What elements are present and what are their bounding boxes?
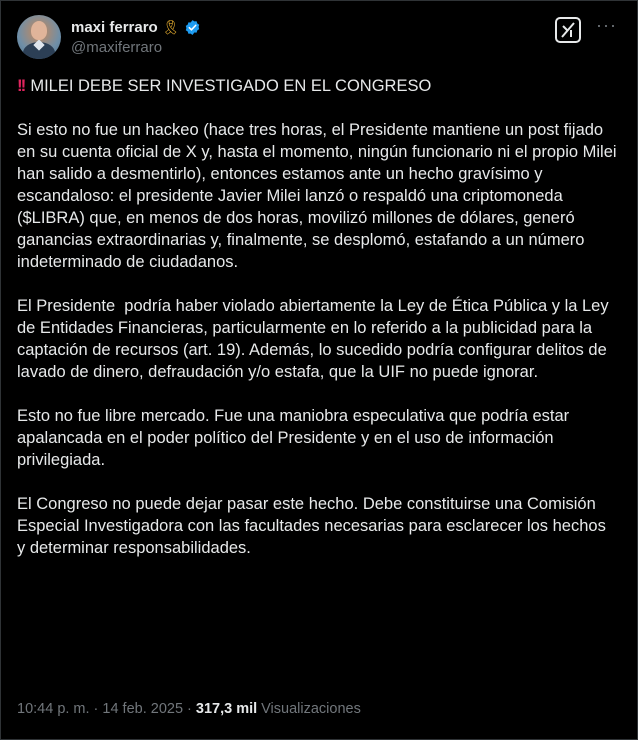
post-paragraph: El Congreso no puede dejar pasar este hecho. Debe constituirse una Comisión Especial Investigadora con las facultades necesarias para esclarecer los hechos y determinar responsabilidades. [17,495,611,557]
post-paragraph: Esto no fue libre mercado. Fue una maniobra especulativa que podría estar apalancada en el poder político del Presidente y en el uso de información privilegiada. [17,407,574,469]
verified-badge-icon[interactable] [184,19,201,36]
meta-separator: · [93,701,99,717]
views-count: 317,3 mil [195,701,258,717]
yellow-ribbon-icon: 🎗 [161,19,180,35]
post-time[interactable]: 10:44 p. m. [17,701,90,717]
post-text [17,75,622,581]
avatar[interactable] [17,15,61,59]
author-name-row [71,17,201,37]
author-names [71,17,201,56]
post-title: MILEI DEBE SER INVESTIGADO EN EL CONGRESO [30,77,432,95]
post-date[interactable]: 14 feb. 2025 [102,701,184,717]
views-label: Visualizaciones [261,701,361,717]
post-paragraph: Si esto no fue un hackeo (hace tres horas, el Presidente mantiene un post fijado en su cuenta oficial de X y, hasta el momento, ningún funcionario ni el propio Milei han salido a desmentirlo), entonces estamos ante un hecho gravísimo y escandaloso: el presidente Javier Milei lanzó o respaldó una criptomoneda ($LIBRA) que, en menos de dos horas, movilizó millones de dólares, generó ganancias extraordinarias y, finalmente, se desplomó, estafando a un número indeterminado de ciudadanos. [17,121,622,271]
author-display-name[interactable]: maxi ferraro [71,18,158,36]
post-header [17,13,621,61]
post-meta [17,701,361,717]
grok-icon[interactable] [555,17,581,43]
double-exclamation-icon: !! [17,76,25,95]
post-title-line [17,75,617,97]
meta-separator: · [187,701,192,717]
author-handle[interactable]: @maxiferraro [71,39,163,56]
post-paragraph: El Presidente podría haber violado abiertamente la Ley de Ética Pública y la Ley de Entidades Financieras, particularmente en lo referido a la publicidad para la captación de recursos (art. 19). Además, lo sucedido podría configurar delitos de lavado de dinero, defraudación y/o estafa, que la UIF no puede ignorar. [17,297,614,381]
more-options-icon[interactable]: ··· [596,15,617,35]
avatar-head [31,21,47,40]
